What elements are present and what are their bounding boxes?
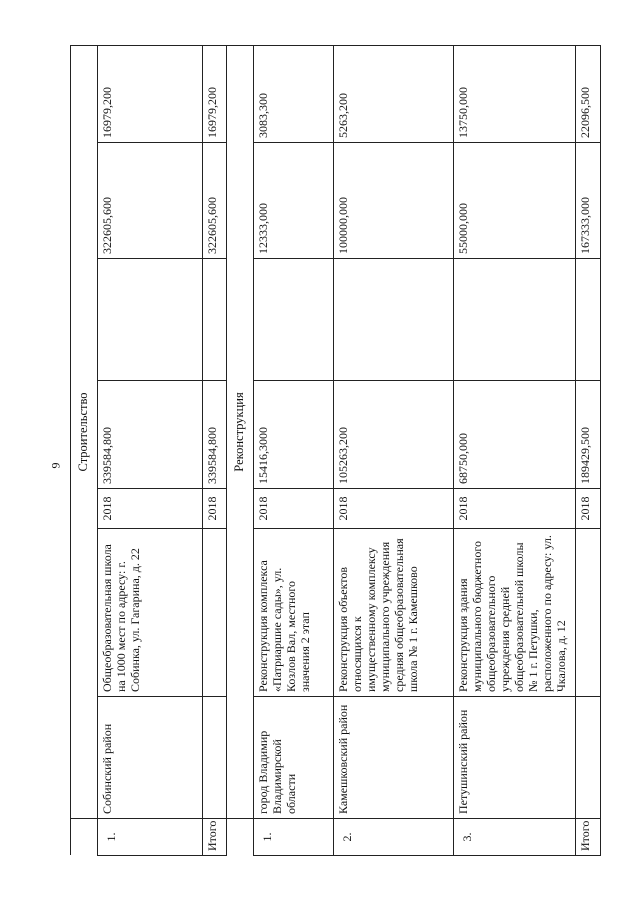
table-row: [254, 45, 334, 855]
value3-cell: 322605,600: [98, 143, 203, 259]
section-construction-header: Строительство: [71, 45, 98, 818]
row-number: 3.: [454, 819, 576, 856]
year-cell: 2018: [254, 489, 334, 529]
value1-cell: 339584,800: [98, 381, 203, 489]
total-value1: 189429,500: [576, 381, 601, 489]
district-cell: город Владимир Владимирской области: [254, 697, 334, 819]
total-year: 2018: [203, 489, 227, 529]
total-year: 2018: [576, 489, 601, 529]
value1-cell: 15416,3000: [254, 381, 334, 489]
funding-table: [70, 45, 601, 856]
object-cell: Реконструкция здания муниципального бюджетного общеобразовательного учреждения средней общеобразовательной школы № 1 г. Петушки, расположенного по адресу: ул. Чкалова, д. 12: [454, 529, 576, 697]
year-cell: 2018: [334, 489, 454, 529]
value2-cell: [254, 259, 334, 381]
rotated-table-container: [70, 46, 600, 856]
year-cell: 2018: [454, 489, 576, 529]
total-value4: 16979,200: [203, 45, 227, 142]
value1-cell: 68750,000: [454, 381, 576, 489]
table-row: [334, 45, 454, 855]
value2-cell: [454, 259, 576, 381]
section-reconstruction-header: Реконструкция: [227, 45, 254, 818]
row-number: 1.: [98, 819, 203, 856]
value2-cell: [98, 259, 203, 381]
section-construction-row: [71, 45, 98, 855]
total-value3: 322605,600: [203, 143, 227, 259]
total-value2: [203, 259, 227, 381]
table-row: [454, 45, 576, 855]
total-value4: 22096,500: [576, 45, 601, 142]
district-cell: Петушинский район: [454, 697, 576, 819]
value3-cell: 12333,000: [254, 143, 334, 259]
row-number: 2.: [334, 819, 454, 856]
total-label: Итого: [576, 819, 601, 856]
section-reconstruction-row: [227, 45, 254, 855]
table-row: [98, 45, 203, 855]
value4-cell: 16979,200: [98, 45, 203, 142]
value3-cell: 55000,000: [454, 143, 576, 259]
year-cell: 2018: [98, 489, 203, 529]
value2-cell: [334, 259, 454, 381]
page-number: 9: [48, 462, 63, 469]
total-value3: 167333,000: [576, 143, 601, 259]
value3-cell: 100000,000: [334, 143, 454, 259]
total-label: Итого: [203, 819, 227, 856]
total-value2: [576, 259, 601, 381]
object-cell: Реконструкция комплекса «Патриаршие сады», ул. Козлов Вал, местного значения 2 этап: [254, 529, 334, 697]
district-cell: Собинский район: [98, 697, 203, 819]
total-row: [576, 45, 601, 855]
value4-cell: 5263,200: [334, 45, 454, 142]
value1-cell: 105263,200: [334, 381, 454, 489]
value4-cell: 3083,300: [254, 45, 334, 142]
total-row: [203, 45, 227, 855]
object-cell: Реконструкция объектов относящихся к имущественному комплексу муниципального учреждения средняя общеобразовательная школа № 1 г. Камешково: [334, 529, 454, 697]
district-cell: Камешковский район: [334, 697, 454, 819]
row-number: 1.: [254, 819, 334, 856]
total-value1: 339584,800: [203, 381, 227, 489]
value4-cell: 13750,000: [454, 45, 576, 142]
object-cell: Общеобразовательная школа на 1000 мест по адресу: г. Собинка, ул. Гагарина, д. 22: [98, 529, 203, 697]
